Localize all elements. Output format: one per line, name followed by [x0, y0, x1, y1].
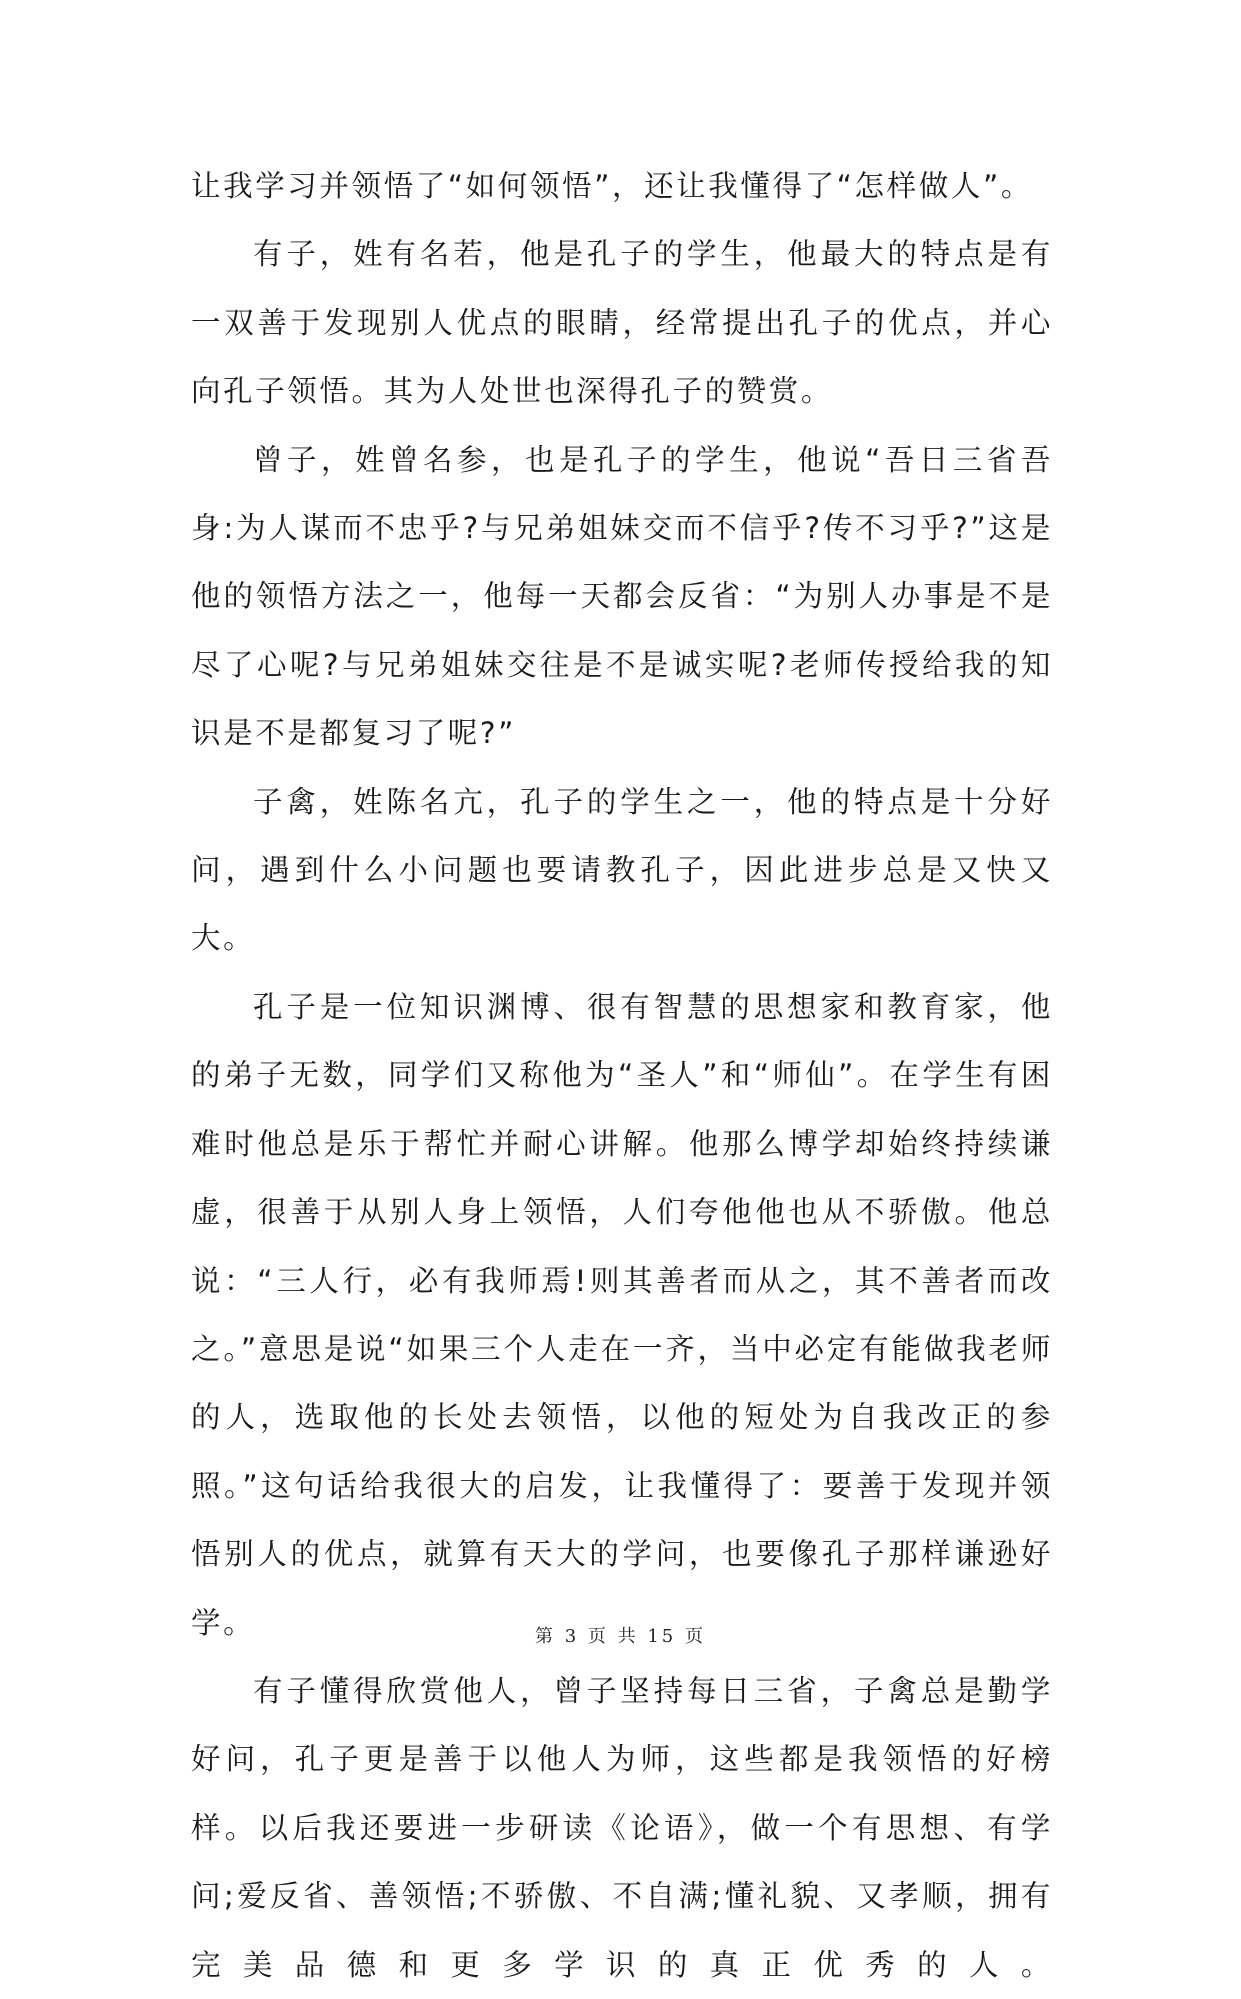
paragraph-3: 曾子，姓曾名参，也是孔子的学生，他说“吾日三省吾身:为人谋而不忠乎?与兄弟姐妹交而不信乎?传不习乎?”这是他的领悟方法之一，他每一天都会反省：“为别人办事是不是尽了心呢?与兄弟姐妹交往是不是诚实呢?老师传授给我的知识是不是都复习了呢?” [191, 442, 1053, 751]
paragraph-1: 让我学习并领悟了“如何领悟”，还让我懂得了“怎样做人”。 [191, 169, 1033, 203]
paragraph-4: 子禽，姓陈名亢，孔子的学生之一，他的特点是十分好问，遇到什么小问题也要请教孔子，因此进步总是又快又大。 [191, 784, 1053, 956]
paragraph-2: 有子，姓有名若，他是孔子的学生，他最大的特点是有一双善于发现别人优点的眼睛，经常提出孔子的优点，并心向孔子领悟。其为人处世也深得孔子的赞赏。 [191, 237, 1053, 409]
page-footer: 第 3 页 共 15 页 [535, 1626, 706, 1647]
paragraph-5: 孔子是一位知识渊博、很有智慧的思想家和教育家，他的弟子无数，同学们又称他为“圣人”和“师仙”。在学生有困难时他总是乐于帮忙并耐心讲解。他那么博学却始终持续谦虚，很善于从别人身上领悟，人们夸他他也从不骄傲。他总说：“三人行，必有我师焉!则其善者而从之，其不善者而改之。”意思是说“如果三个人走在一齐，当中必定有能做我老师的人，选取他的长处去领悟，以他的短处为自我改正的参照。”这句话给我很大的启发，让我懂得了：要善于发现并领悟别人的优点，就算有天大的学问，也要像孔子那样谦逊好学。 [191, 989, 1053, 1640]
document-body [191, 152, 1053, 1999]
paragraph-6: 有子懂得欣赏他人，曾子坚持每日三省，子禽总是勤学好问，孔子更是善于以他人为师，这些都是我领悟的好榜样。以后我还要进一步研读《论语》，做一个有思想、有学问;爱反省、善领悟;不骄傲、不自满;懂礼貌、又孝顺，拥有完美品德和更多学识的真正优秀的人。 [191, 1673, 1053, 1982]
